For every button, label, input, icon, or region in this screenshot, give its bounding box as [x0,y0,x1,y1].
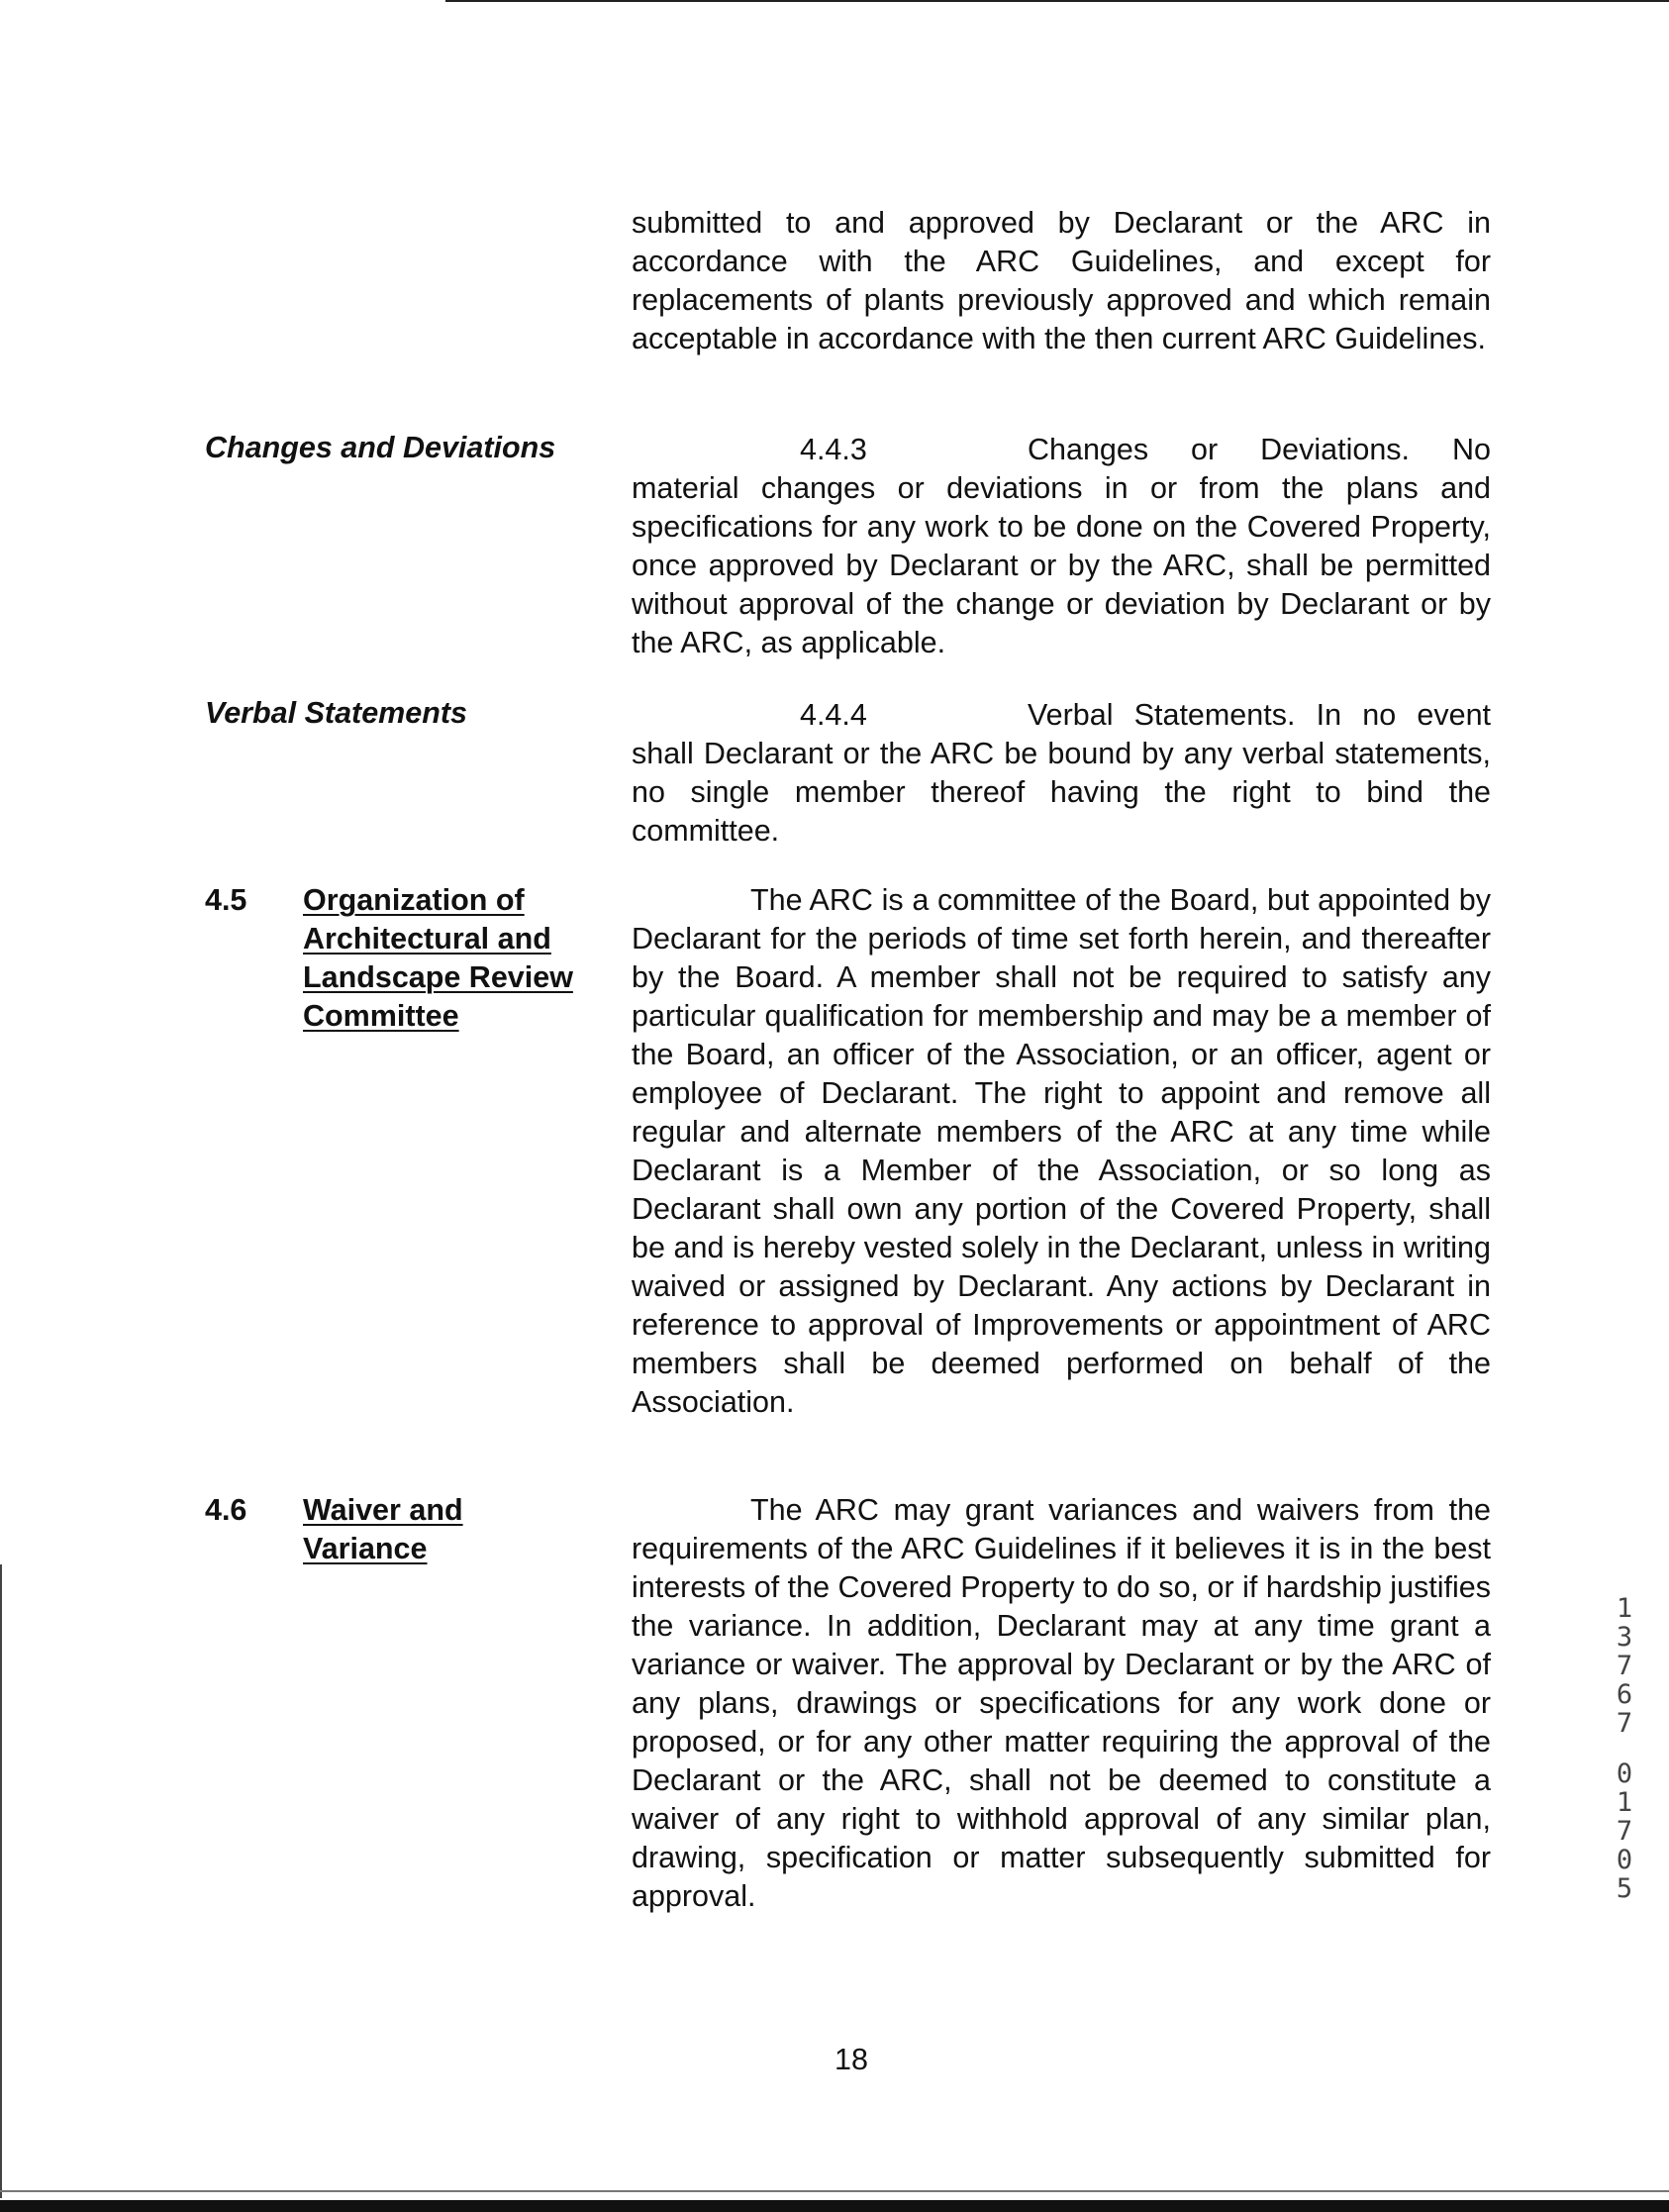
section-title-line: Waiver and [303,1493,463,1527]
paragraph-4-4-3 [632,431,1491,662]
paragraph-number: 4.4.3 [800,433,867,466]
section-number-4-5: 4.5 [205,883,247,917]
paragraph-number: 4.4.4 [800,698,867,732]
stamp-digit: 0 [1616,1759,1633,1789]
stamp-digit: 6 [1616,1679,1633,1710]
stamp-digit: 0 [1616,1845,1633,1875]
page-number: 18 [834,2043,868,2076]
paragraph-text: In no event shall Declarant or the ARC be bound by any verbal statements, no single member thereof having the right to bind the committee. [632,698,1492,848]
stamp-digit: 5 [1616,1873,1633,1904]
paragraph-4-4-4 [632,696,1491,851]
paragraph-4-6 [632,1491,1491,1916]
paragraph-heading: Verbal Statements. [1028,698,1296,732]
scan-top-edge [445,0,1669,2]
paragraph-text: No material changes or deviations in or from the plans and specifications for any work to be done on the Covered Property, once approved by Declarant or by the ARC, shall be permitted without approval of the change or deviation by Declarant or by the ARC, as applicable. [632,433,1491,659]
side-title-changes-deviations: Changes and Deviations [205,431,556,464]
stamp-digit: 7 [1616,1651,1633,1681]
section-title-line: Committee [303,999,459,1033]
section-title-4-5 [303,881,610,1036]
stamp-digit: 7 [1616,1708,1633,1739]
paragraph-heading: Changes or Deviations. [1028,433,1411,466]
paragraph-4-5 [632,881,1491,1422]
side-title-verbal-statements: Verbal Statements [205,696,467,730]
stamp-digit: 1 [1616,1787,1633,1818]
paragraph-text: The ARC may grant variances and waivers from the requirements of the ARC Guidelines if it believes it is in the best interests of the Covered Property to do so, or if hardship justifies the variance. In addition, Declarant may at any time grant a variance or waiver. The approval by Declarant or by the ARC of any plans, drawings or specifications for any work done or proposed, or for any other matter requiring the approval of the Declarant or the ARC, shall not be deemed to constitute a waiver of any right to withhold approval of any similar plan, drawing, specification or matter subsequently submitted for approval. [632,1493,1491,1913]
section-title-4-6 [303,1491,610,1568]
section-title-line: Variance [303,1532,428,1565]
scan-bottom-edge [0,2200,1669,2212]
section-title-line: Architectural and [303,922,551,955]
section-title-line: Landscape Review [303,960,573,994]
section-number-4-6: 4.6 [205,1493,247,1527]
recording-number-stamp [1612,1594,1637,1903]
stamp-digit: 7 [1616,1816,1633,1847]
section-title-line: Organization of [303,883,525,917]
paragraph-text: The ARC is a committee of the Board, but appointed by Declarant for the periods of time set forth herein, and thereafter by the Board. A member shall not be required to satisfy any particular qualification for membership and may be a member of the Board, an officer of the Association, or an officer, agent or employee of Declarant. The right to appoint and remove all regular and alternate members of the ARC at any time while Declarant is a Member of the Association, or so long as Declarant shall own any portion of the Covered Property, shall be and is hereby vested solely in the Declarant, unless in writing waived or assigned by Declarant. Any actions by Declarant in reference to approval of Improvements or appointment of ARC members shall be deemed performed on behalf of the Association. [632,883,1491,1419]
scan-left-edge [0,1564,2,2198]
stamp-digit: 1 [1616,1593,1633,1624]
stamp-digit: 3 [1616,1622,1633,1653]
scan-bottom-line [0,2190,1669,2192]
carryover-paragraph: submitted to and approved by Declarant or the ARC in accordance with the ARC Guidelines, and except for replacements of plants previously approved and which remain acceptable in accordance with the then current ARC Guidelines. [632,206,1491,355]
